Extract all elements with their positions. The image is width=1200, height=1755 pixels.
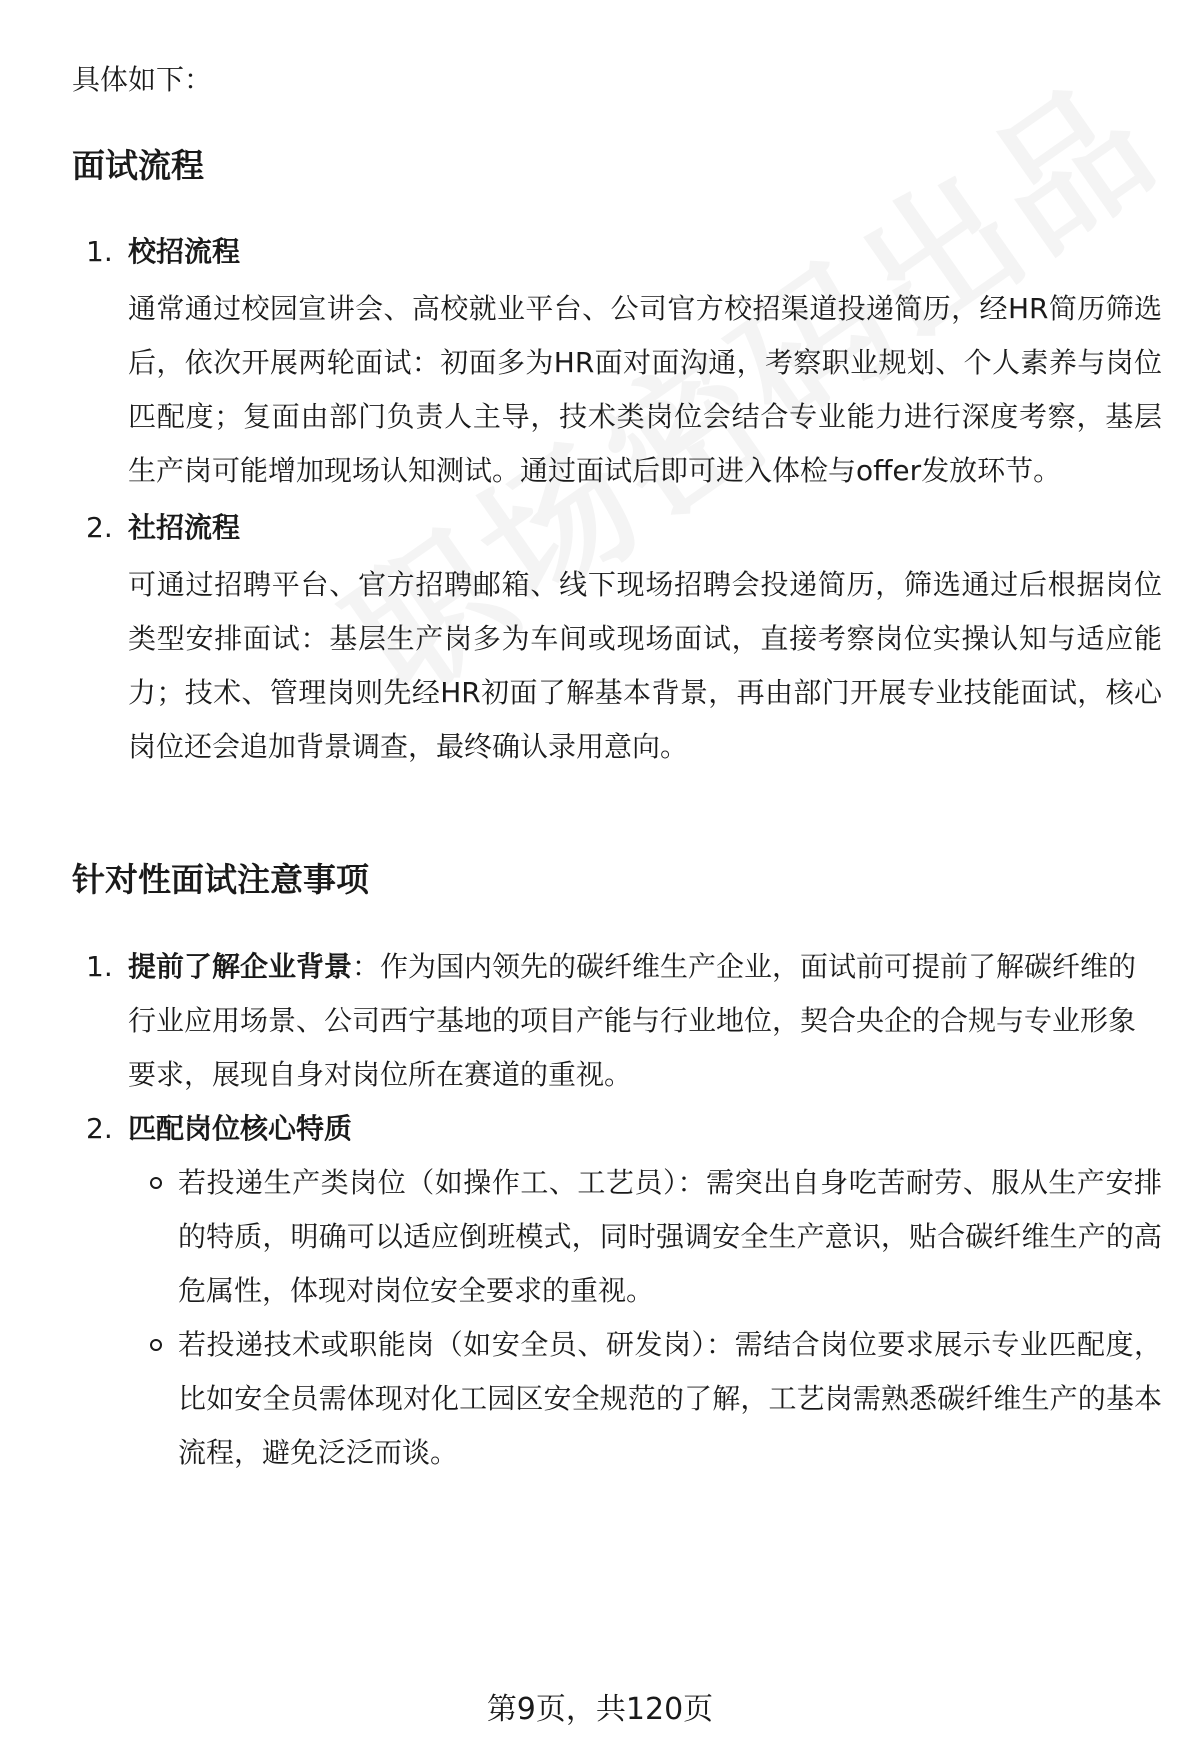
item-title: 校招流程 <box>128 235 241 268</box>
item-title: 社招流程 <box>128 511 241 544</box>
page-number-footer: 第9页，共120页 <box>486 1692 714 1727</box>
section-title-interview-process: 面试流程 <box>72 146 204 185</box>
intro-text: 具体如下： <box>72 63 213 96</box>
item-body: 可通过招聘平台、官方招聘邮箱、线下现场招聘会投递简历，筛选通过后根据岗位类型安排面试：基层生产岗多为车间或现场面试，直接考察岗位实操认知与适应能力；技术、管理岗则先经HR初面了解基本背景，再由部门开展专业技能面试，核心岗位还会追加背景调查，最终确认录用意向。 <box>128 568 1162 763</box>
item-number: 1. <box>86 950 113 983</box>
item-title: 匹配岗位核心特质 <box>128 1112 353 1145</box>
item-body: 通常通过校园宣讲会、高校就业平台、公司官方校招渠道投递简历，经HR简历筛选后，依次开展两轮面试：初面多为HR面对面沟通，考察职业规划、个人素养与岗位匹配度；复面由部门负责人主导，技术类岗位会结合专业能力进行深度考察，基层生产岗可能增加现场认知测试。通过面试后即可进入体检与offer发放环节。 <box>128 292 1162 487</box>
list-item <box>72 940 1162 1102</box>
sub-item-text: 若投递生产类岗位（如操作工、工艺员）：需突出自身吃苦耐劳、服从生产安排的特质，明确可以适应倒班模式，同时强调安全生产意识，贴合碳纤维生产的高危属性，体现对岗位安全要求的重视。 <box>178 1166 1162 1307</box>
item-body: ：作为国内领先的碳纤维生产企业，面试前可提前了解碳纤维的行业应用场景、公司西宁基地的项目产能与行业地位，契合央企的合规与专业形象要求，展现自身对岗位所在赛道的重视。 <box>128 950 1137 1091</box>
item-number: 2. <box>86 511 113 544</box>
item-title: 提前了解企业背景 <box>128 950 353 983</box>
list-item <box>72 222 1162 498</box>
hollow-circle-bullet-icon <box>150 1339 162 1351</box>
list-item <box>72 498 1162 774</box>
interview-tips-list <box>72 940 1162 1480</box>
interview-process-list <box>72 222 1162 774</box>
item-number: 1. <box>86 235 113 268</box>
list-item <box>72 1102 1162 1480</box>
sub-list-item <box>128 1318 1162 1480</box>
sub-item-text: 若投递技术或职能岗（如安全员、研发岗）：需结合岗位要求展示专业匹配度，比如安全员需体现对化工园区安全规范的了解，工艺岗需熟悉碳纤维生产的基本流程，避免泛泛而谈。 <box>178 1328 1162 1469</box>
section-title-interview-tips: 针对性面试注意事项 <box>72 860 369 899</box>
hollow-circle-bullet-icon <box>150 1177 162 1189</box>
sub-list-item <box>128 1156 1162 1318</box>
item-number: 2. <box>86 1112 113 1145</box>
